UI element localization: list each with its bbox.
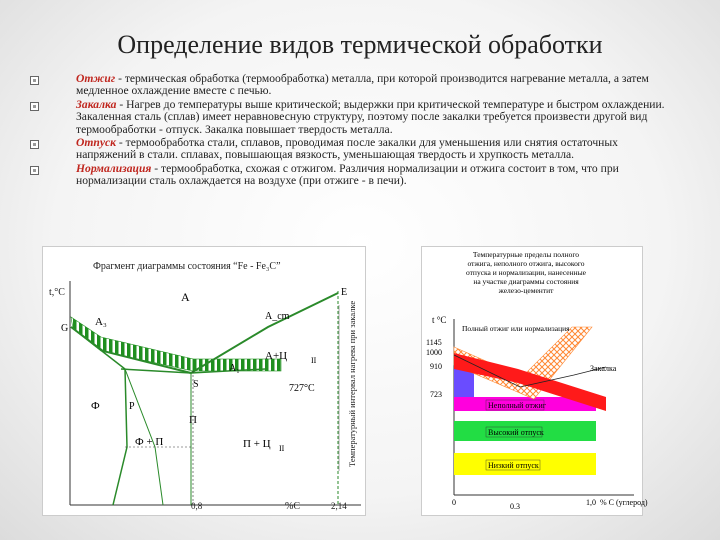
list-item [30, 137, 670, 162]
region-label-a-c: A+Ц [265, 350, 288, 362]
list-item [30, 73, 670, 98]
x-axis-label: %C [285, 501, 300, 512]
figure-title-line: железо-цементит [498, 286, 554, 295]
quench-label: Закалка [590, 364, 617, 373]
figure-title-line: отпуска и нормализации, нанесенные [466, 268, 586, 277]
term-label: Нормализация [76, 161, 152, 175]
fe-fe3c-diagram [43, 247, 365, 515]
temperature-label: 727°С [289, 383, 315, 394]
figure-title-line: отжига, неполного отжига, высокого [467, 259, 585, 268]
figure-title-line: на участке диаграммы состояния [473, 277, 579, 286]
full-annealing-label [462, 324, 570, 333]
y-axis-label: t,°C [49, 287, 65, 298]
region-label-a: A [181, 290, 190, 304]
region-label-f-p: Ф + П [135, 436, 164, 448]
figure-title-line: Температурные пределы полного [472, 250, 580, 259]
point-label-g: G [61, 323, 69, 334]
heat-treatment-ranges [422, 247, 648, 515]
x-axis-label: % С (углерод) [600, 498, 648, 507]
region-label-p-c: П + Ц [243, 438, 271, 450]
region-label-a-c-sub: II [311, 356, 317, 365]
y-tick-label: 1000 [426, 348, 442, 357]
term-definition: - термическая обработка (термообработка) металла, при которой производится нагревание металла, а затем медленное охлаждение вместе с печью. [76, 72, 649, 98]
x-tick-label: 1,0 [586, 498, 596, 507]
line-label-a3: A₃ [95, 316, 107, 328]
region-label-f: Ф [91, 400, 100, 412]
y-axis-label: t °C [432, 315, 447, 325]
x-tick-label: 0 [452, 498, 456, 507]
y-tick-label: 1145 [426, 338, 442, 347]
term-definition: - Нагрев до температуры выше критической; выдержки при критической температуре и быстром охлаждении. Закаленная сталь (сплав) имеет неравновесную структуру, поэтому после закалки требуется произвести другой вид термообработки - отпуск. Закалка повышает твердость металла. [76, 97, 665, 136]
bullet-icon [30, 166, 39, 175]
diagram-title: Фрагмент диаграммы состояния “Fe - Fe₃C” [93, 261, 281, 272]
heat-treatment-ranges-figure [421, 246, 648, 516]
point-label-e: E [341, 287, 348, 298]
x-tick-label: 0.3 [510, 502, 520, 511]
x-tick-label: 0,8 [191, 501, 203, 511]
point-label-p: P [129, 401, 135, 412]
term-definition: - термообработка стали, сплавов, проводимая после закалки для уменьшения или снятия остаточных напряжений в стали. сплавах, повышающая вязкость, уменьшающая твердость и хрупкость металла. [76, 136, 618, 162]
bullet-icon [30, 140, 39, 149]
slide-title: Определение видов термической обработки [117, 30, 603, 59]
bullet-icon [30, 76, 39, 85]
region-label-p: П [189, 414, 197, 426]
list-item [30, 99, 670, 136]
incomplete-annealing-label: Неполный отжиг [488, 401, 547, 410]
definition-list [30, 73, 670, 189]
y-tick-label: 723 [430, 390, 442, 399]
line-label-acm: A_cm [265, 311, 290, 322]
term-label: Отжиг [76, 72, 116, 85]
fe-fe3c-diagram-figure [42, 246, 366, 516]
high-tempering-label: Высокий отпуск [488, 428, 544, 437]
region-label-p-c-sub: II [279, 444, 285, 453]
point-label-a1: A₁ [229, 363, 240, 374]
low-tempering-label: Низкий отпуск [488, 461, 539, 470]
quench-band-hypo [71, 317, 193, 371]
term-label: Отпуск [76, 136, 117, 150]
y-tick-label: 910 [430, 362, 442, 371]
x-tick-label: 2,14 [331, 501, 347, 511]
list-item [30, 163, 670, 188]
term-label: Закалка [76, 97, 117, 111]
vertical-annotation: Температурный интервал нагрева при закалке [347, 300, 357, 467]
bullet-icon [30, 102, 39, 111]
point-label-s: S [193, 379, 199, 390]
annotation-text: Полный отжиг или нормализация [462, 324, 570, 333]
term-definition: - термообработка, схожая с отжигом. Различия нормализации и отжига состоит в том, что при нормализации сталь охлаждается на воздухе (при отжиге - в печи). [76, 161, 619, 188]
